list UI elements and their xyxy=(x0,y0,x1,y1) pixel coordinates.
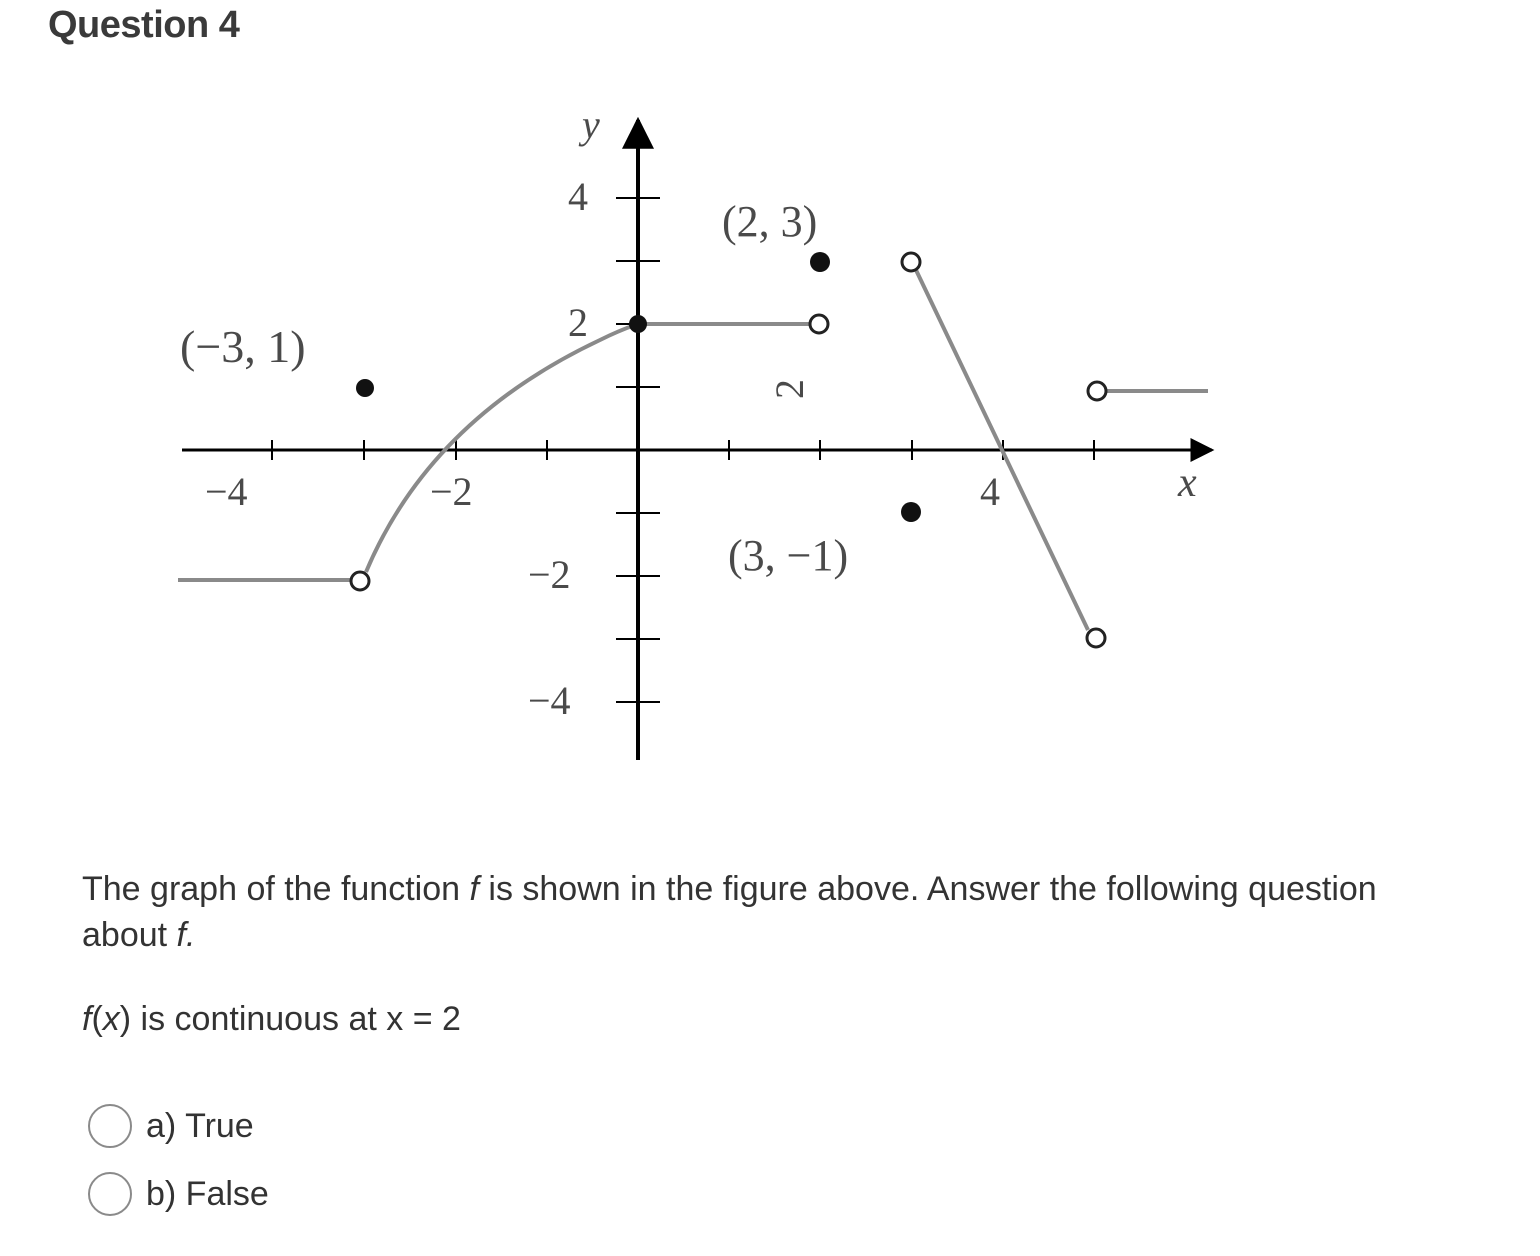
option-b-label[interactable]: b) False xyxy=(146,1174,269,1213)
x-axis-label: x xyxy=(1178,460,1197,506)
closed-point-2-3 xyxy=(810,252,830,272)
x-tick-label: −4 xyxy=(205,469,248,514)
x-tick-label: −2 xyxy=(430,469,473,514)
open-point-5-neg3 xyxy=(1087,629,1105,647)
y-tick-label: 4 xyxy=(568,174,588,219)
statement-function: f xyxy=(82,1000,92,1038)
open-point-neg3-neg2 xyxy=(351,572,369,590)
closed-point-0-2 xyxy=(629,315,647,333)
prompt-part1: The graph of the function xyxy=(82,870,470,908)
radio-button-b[interactable] xyxy=(88,1172,132,1216)
question-prompt xyxy=(82,866,1462,958)
point-label-3-neg1: (3, −1) xyxy=(728,531,849,580)
statement-rest: ) is continuous at x = 2 xyxy=(119,1000,461,1038)
closed-point-3-neg1 xyxy=(901,502,921,522)
prompt-function-name: f xyxy=(469,870,479,908)
rising-curve xyxy=(366,324,638,572)
open-point-5-1 xyxy=(1088,382,1106,400)
x-tick-label: 2 xyxy=(767,379,812,399)
answer-option-a[interactable] xyxy=(88,1102,254,1150)
y-tick-label: −4 xyxy=(528,678,571,723)
open-point-2-2 xyxy=(810,315,828,333)
point-label-2-3: (2, 3) xyxy=(722,197,818,246)
y-axis-label: y xyxy=(582,102,600,147)
statement-variable: x xyxy=(102,1000,120,1038)
prompt-part2: is shown in the figure above. Answer the following question about xyxy=(82,870,1377,954)
prompt-function-name-end: f. xyxy=(176,916,196,954)
question-title: Question 4 xyxy=(48,4,240,46)
y-tick-label: 2 xyxy=(568,300,588,345)
statement-paren: ( xyxy=(91,1000,103,1038)
closed-point-neg3-1 xyxy=(356,379,374,397)
question-statement xyxy=(82,996,461,1042)
x-tick-label: 4 xyxy=(980,469,1000,514)
point-label-neg3-1: (−3, 1) xyxy=(180,321,306,372)
y-tick-label: −2 xyxy=(528,552,571,597)
answer-option-b[interactable] xyxy=(88,1170,269,1218)
open-point-3-3 xyxy=(902,253,920,271)
option-a-label[interactable]: a) True xyxy=(146,1106,254,1145)
radio-button-a[interactable] xyxy=(88,1104,132,1148)
